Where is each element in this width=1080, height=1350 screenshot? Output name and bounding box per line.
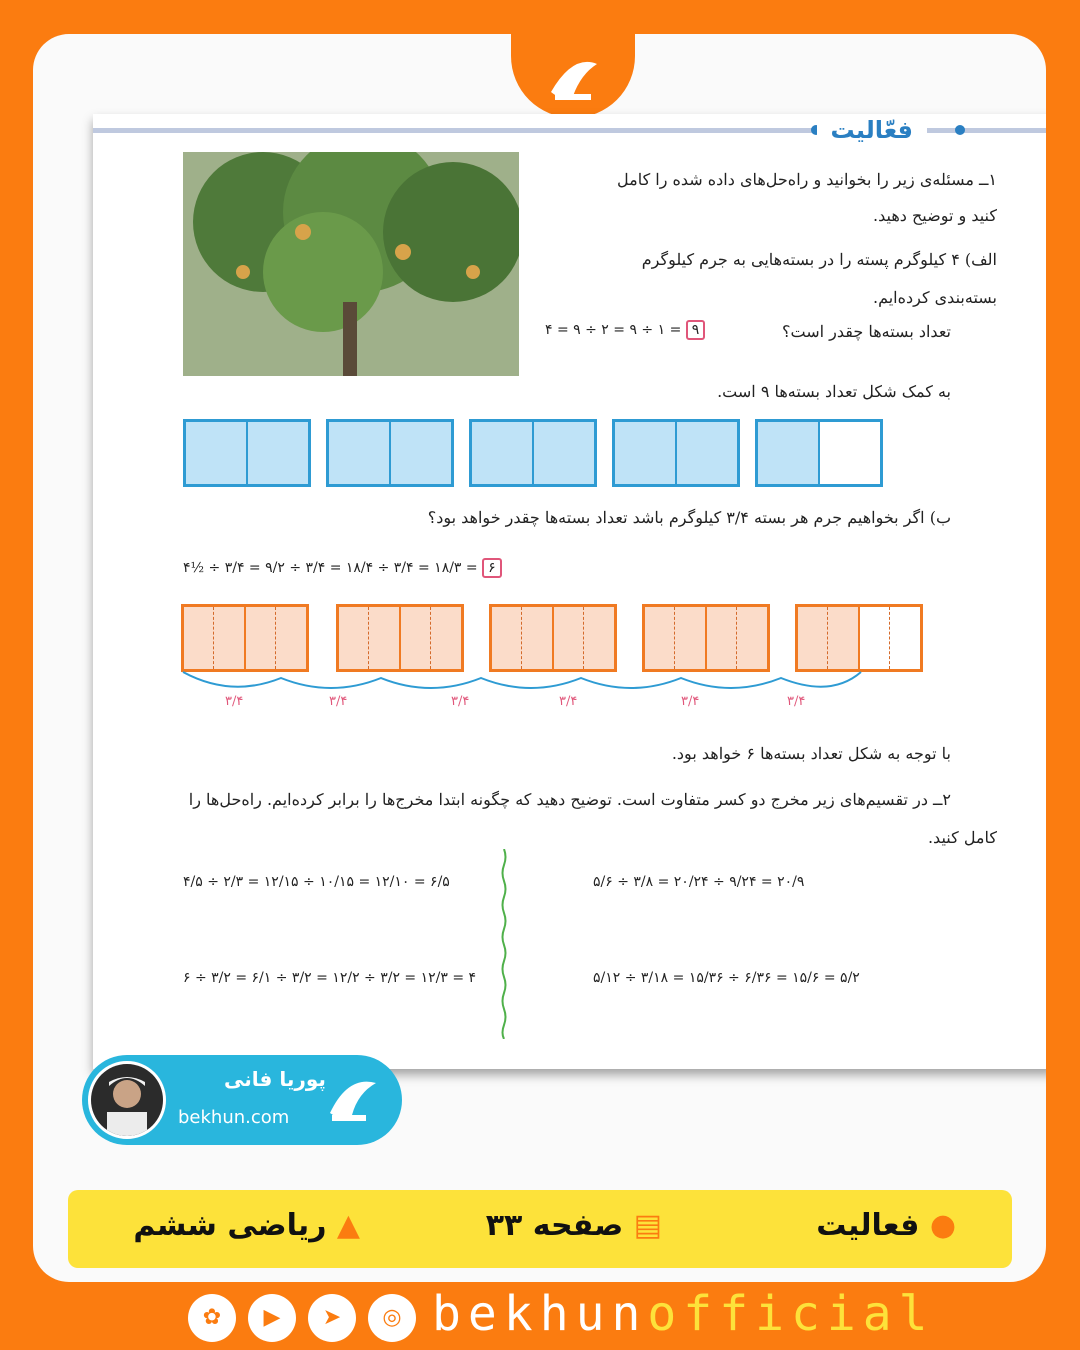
activity-label <box>816 1208 956 1243</box>
blue-package <box>612 419 740 487</box>
bekhun-logo-icon <box>511 34 635 118</box>
problem1-intro-line1: ۱ــ مسئله‌ی زیر را بخوانید و راه‌حل‌های داده شده را کامل <box>617 170 997 189</box>
fraction-label: ۳/۴ <box>559 694 578 709</box>
part-a-line1: الف) ۴ کیلوگرم پسته را در بسته‌هایی به جرم کیلوگرم <box>641 250 997 269</box>
equation-left-1: ۴/۵ ÷ ۲/۳ = ۱۲/۱۵ ÷ ۱۰/۱۵ = ۱۲/۱۰ = ۶/۵ <box>183 874 450 890</box>
problem2-line1: ۲ــ در تقسیم‌های زیر مخرج دو کسر متفاوت است. توضیح دهید که چگونه ابتدا مخرج‌ها را برابر کرده‌ایم. راه‌حل‌ها را <box>188 790 951 809</box>
with-shape-text: به کمک شکل تعداد بسته‌ها ۹ است. <box>717 382 951 401</box>
orange-package <box>642 604 770 672</box>
tree-image-icon <box>183 152 519 376</box>
equation-right-1: ۵/۶ ÷ ۳/۸ = ۲۰/۲۴ ÷ ۹/۲۴ = ۲۰/۹ <box>593 874 805 890</box>
subject-text: ریاضی ششم <box>133 1208 327 1243</box>
textbook-page <box>93 114 1046 1069</box>
blue-package <box>326 419 454 487</box>
equation-b <box>183 558 502 578</box>
author-site: bekhun.com <box>178 1107 290 1128</box>
part-b-question: ب) اگر بخواهیم جرم هر بسته ۳/۴ کیلوگرم باشد تعداد بسته‌ها چقدر خواهد بود؟ <box>427 508 951 527</box>
content-card <box>33 34 1046 1282</box>
blue-package-partial <box>755 419 883 487</box>
activity-text: فعالیت <box>816 1208 920 1243</box>
page-title: فعّالیت <box>817 116 928 144</box>
avatar <box>88 1061 166 1139</box>
page-label <box>486 1208 662 1243</box>
grouping-arcs-icon <box>181 670 881 700</box>
equation-left-2: ۶ ÷ ۳/۲ = ۶/۱ ÷ ۳/۲ = ۱۲/۲ ÷ ۳/۲ = ۱۲/۳ = ۴ <box>183 970 477 986</box>
fraction-label: ۳/۴ <box>225 694 244 709</box>
telegram-icon[interactable]: ➤ <box>308 1294 356 1342</box>
equation-right-2: ۵/۱۲ ÷ ۳/۱۸ = ۱۵/۳۶ ÷ ۶/۳۶ = ۱۵/۶ = ۵/۲ <box>593 970 860 986</box>
fraction-label: ۳/۴ <box>681 694 700 709</box>
aparat-icon[interactable]: ✿ <box>188 1294 236 1342</box>
blue-package <box>183 419 311 487</box>
equation-a-text: ۴ = ۹ ÷ ۲ = ۹ ÷ ۱ = <box>545 322 686 338</box>
teacher-icon: ● <box>929 1208 956 1243</box>
wavy-divider-icon <box>501 849 507 1039</box>
fraction-label: ۳/۴ <box>787 694 806 709</box>
bekhun-logo-badge <box>511 34 635 118</box>
blue-package <box>469 419 597 487</box>
orange-package-partial <box>795 604 923 672</box>
pistachio-tree-photo <box>183 152 519 376</box>
brand-handle[interactable] <box>432 1286 935 1342</box>
equation-a-answer: ۹ <box>686 320 706 340</box>
fraction-label: ۳/۴ <box>329 694 348 709</box>
brand-part2: official <box>647 1286 935 1342</box>
author-profile <box>82 1055 402 1145</box>
question-a: تعداد بسته‌ها چقدر است؟ <box>781 322 951 341</box>
graduation-cap-icon: ▲ <box>336 1208 360 1243</box>
person-icon <box>91 1064 163 1136</box>
bekhun-logo-icon <box>322 1069 386 1131</box>
equation-b-answer: ۶ <box>482 558 502 578</box>
youtube-icon[interactable]: ▶ <box>248 1294 296 1342</box>
problem2-line2: کامل کنید. <box>927 828 997 847</box>
subject-label <box>133 1208 360 1243</box>
fraction-label: ۳/۴ <box>451 694 470 709</box>
book-icon: ▤ <box>633 1208 662 1243</box>
header-dot-icon <box>955 125 965 135</box>
author-name: پوریا فانی <box>224 1067 326 1091</box>
problem1-intro-line2: کنید و توضیح دهید. <box>873 206 997 225</box>
conclusion-b: با توجه به شکل تعداد بسته‌ها ۶ خواهد بود. <box>671 744 951 763</box>
orange-package <box>489 604 617 672</box>
instagram-icon[interactable]: ◎ <box>368 1294 416 1342</box>
page-text: صفحه ۳۳ <box>485 1208 624 1243</box>
equation-a <box>545 320 705 340</box>
part-a-line2: بسته‌بندی کرده‌ایم. <box>872 288 997 307</box>
brand-part1: bekhun <box>432 1286 648 1342</box>
orange-package <box>336 604 464 672</box>
info-bar <box>68 1190 1012 1268</box>
equation-b-text: ۴½ ÷ ۳/۴ = ۹/۲ ÷ ۳/۴ = ۱۸/۴ ÷ ۳/۴ = ۱۸/۳ = <box>183 560 478 576</box>
orange-package <box>181 604 309 672</box>
